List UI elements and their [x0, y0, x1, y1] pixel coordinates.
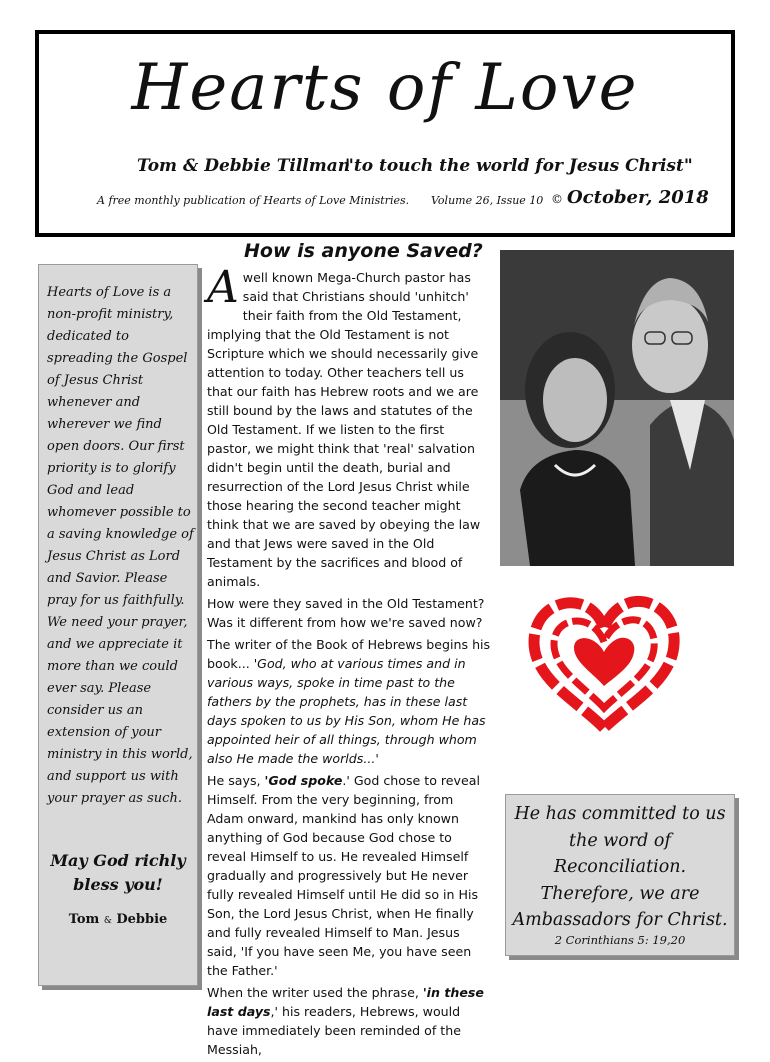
signature-ampersand: &: [103, 916, 112, 926]
signature-tom: Tom: [68, 912, 100, 927]
newsletter-title: Hearts of Love: [131, 51, 639, 125]
paragraph-4-text: .' God chose to reveal Himself. From the very beginning, from Adam onward, mankind has only known anything of God because God chose to reveal Himself to us. He revealed Himself gradually and progressively but He never fully revealed Himself until He did so in His Son, the Lord Jesus Christ, when He finally and fully revealed Himself to Man. Jesus said, 'If you have seen Me, you have seen the Father.': [207, 773, 480, 978]
paragraph-5-lead: When the writer used the phrase,: [207, 985, 423, 1000]
heart-graphic: [524, 590, 684, 740]
article-paragraph-5: [207, 983, 492, 1059]
blessing-text: May God richly bless you!: [50, 851, 186, 894]
article-paragraph-2: How were they saved in the Old Testament? Was it different from how we're saved now?: [207, 596, 485, 630]
scripture-quote: He has committed to us the word of Reconciliation. Therefore, we are Ambassadors for Christ.: [512, 804, 728, 930]
mission-statement: Hearts of Love is a non-profit ministry, dedicated to spreading the Gospel of Jesus Christ whenever and wherever we find open doors. Our first priority is to glorify God and lead whomever possible to a saving knowledge of Jesus Christ as Lord and Savior. Please pray for us faithfully. We need your prayer, and we appreciate it more than we could ever say. Please consider us an extension of your ministry in this world, and support us with your prayer as such.: [47, 285, 194, 806]
paragraph-3-lead: The writer of the Book of Hebrews begins his book...: [207, 637, 491, 671]
god-spoke-emphasis: 'God spoke: [264, 773, 343, 788]
couple-photo-illustration: [500, 250, 734, 566]
couple-photo: [500, 250, 734, 566]
article-paragraph-4: [207, 771, 492, 980]
scripture-reference: 2 Corinthians 5: 19,20: [554, 933, 686, 947]
article-headline: How is anyone Saved?: [244, 240, 483, 262]
copyright-symbol: ©: [551, 192, 563, 206]
authors-line: Tom & Debbie Tillman: [137, 156, 351, 176]
issue-date: [551, 187, 709, 208]
article-paragraph-1: [207, 262, 492, 591]
signature-debbie: Debbie: [116, 912, 168, 927]
mission-sidebar: [38, 264, 198, 986]
volume-issue: Volume 26, Issue 10: [431, 194, 544, 207]
hebrews-quote: 'God, who at various times and in various ways, spoke in time past to the fathers by the prophets, has in these last days spoken to us by His Son, whom He has appointed heir of all things, through whom also He made the worlds...': [207, 656, 486, 766]
last-days-emphasis: last days: [207, 1004, 271, 1019]
masthead: [35, 30, 735, 237]
article-paragraph-3: [207, 635, 492, 768]
signature: [39, 912, 197, 927]
date-text: October, 2018: [567, 187, 709, 208]
paragraph-1-text: well known Mega-Church pastor has said that Christians should 'unhitch' their faith from the Old Testament, implying that the Old Testament is not Scripture which we should necessarily give attention to today. Other teachers tell us that our faith has Hebrew roots and we are still bound by the laws and statutes of the Old Testament. If we listen to the first pastor, we might think that 'real' salvation didn't begin until the death, burial and resurrection of the Lord Jesus Christ while those hearing the second teacher might think that we are saved by obeying the law and that Jews were saved in the Old Testament by the sacrifices and blood of animals.: [207, 270, 481, 589]
drop-cap: A: [207, 262, 239, 313]
article-body: [207, 262, 492, 1062]
motto-line: "to touch the world for Jesus Christ": [345, 156, 693, 176]
paragraph-5-text: ,' his readers, Hebrews, would have immediately been reminded of the Messiah,: [207, 1004, 461, 1057]
publication-note: A free monthly publication of Hearts of Love Ministries.: [97, 194, 410, 207]
scripture-callout: [505, 794, 735, 956]
paragraph-4-lead: He says,: [207, 773, 265, 788]
in-these-emphasis: 'in these: [422, 985, 484, 1000]
